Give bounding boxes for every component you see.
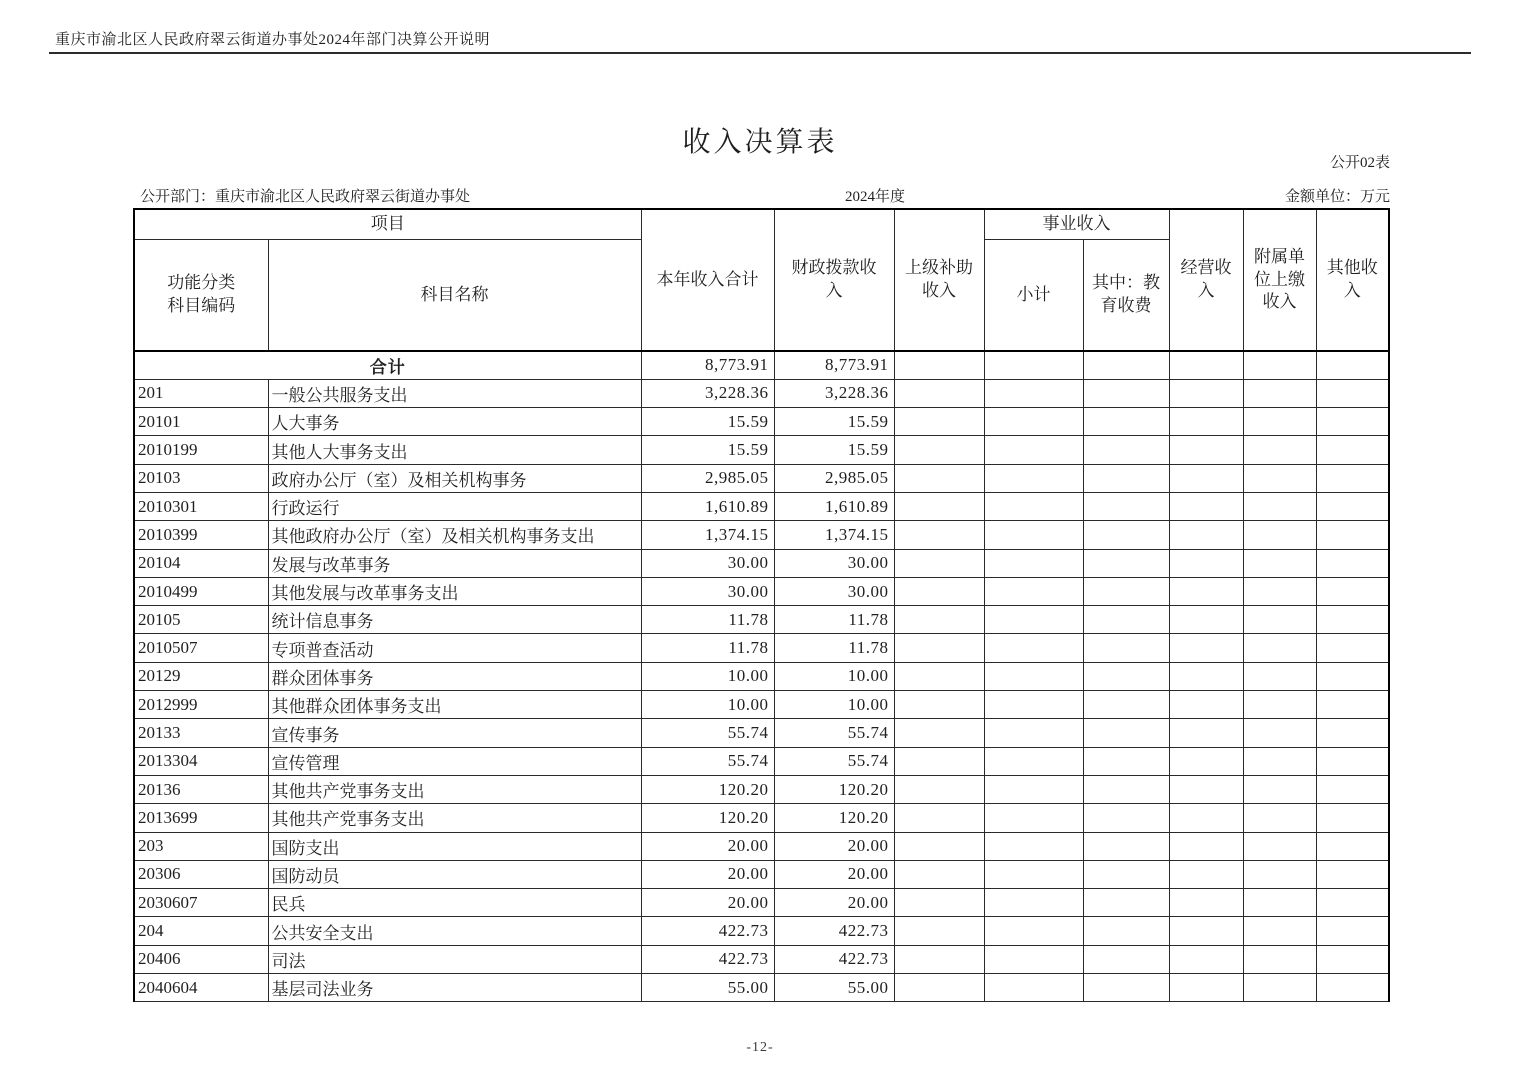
row-value: 2,985.05	[641, 464, 774, 492]
row-value	[1169, 974, 1243, 1002]
row-value	[1316, 719, 1389, 747]
row-subject-name: 其他发展与改革事务支出	[268, 577, 641, 605]
row-value: 1,374.15	[641, 521, 774, 549]
row-value	[984, 860, 1083, 888]
row-value	[1316, 408, 1389, 436]
row-value	[1083, 832, 1169, 860]
row-value	[984, 804, 1083, 832]
row-value	[1169, 521, 1243, 549]
row-value	[1316, 492, 1389, 520]
row-subject-name: 国防支出	[268, 832, 641, 860]
row-subject-name: 其他共产党事务支出	[268, 775, 641, 803]
row-value	[894, 747, 984, 775]
table-row	[134, 974, 1389, 1002]
row-code: 20104	[134, 549, 268, 577]
row-value: 11.78	[641, 606, 774, 634]
row-value: 10.00	[774, 662, 894, 690]
row-value	[1316, 634, 1389, 662]
row-value: 55.74	[641, 747, 774, 775]
row-value	[1169, 436, 1243, 464]
row-value: 55.74	[774, 719, 894, 747]
row-value	[984, 662, 1083, 690]
table-row	[134, 747, 1389, 775]
row-value	[1083, 775, 1169, 803]
row-value	[1316, 974, 1389, 1002]
row-value	[1083, 691, 1169, 719]
row-value	[1083, 945, 1169, 973]
row-value: 55.00	[774, 974, 894, 1002]
row-value: 3,228.36	[641, 379, 774, 407]
row-value	[1169, 804, 1243, 832]
table-row	[134, 832, 1389, 860]
row-value	[984, 719, 1083, 747]
row-value	[984, 436, 1083, 464]
row-value	[1243, 860, 1316, 888]
row-value	[1316, 691, 1389, 719]
row-value: 120.20	[774, 804, 894, 832]
row-value	[1316, 832, 1389, 860]
row-value: 11.78	[774, 634, 894, 662]
row-value	[1316, 436, 1389, 464]
row-value	[894, 945, 984, 973]
row-subject-name: 民兵	[268, 889, 641, 917]
row-value	[984, 974, 1083, 1002]
row-value	[1169, 945, 1243, 973]
row-value	[1169, 775, 1243, 803]
row-code: 20133	[134, 719, 268, 747]
row-code: 20105	[134, 606, 268, 634]
row-value	[1243, 436, 1316, 464]
row-value	[1316, 860, 1389, 888]
row-value	[1083, 634, 1169, 662]
row-value	[984, 549, 1083, 577]
row-value	[1243, 945, 1316, 973]
row-value	[1243, 351, 1316, 379]
table-row	[134, 860, 1389, 888]
table-row	[134, 945, 1389, 973]
row-value: 120.20	[641, 775, 774, 803]
row-value	[1243, 889, 1316, 917]
row-value: 8,773.91	[641, 351, 774, 379]
row-value	[1243, 549, 1316, 577]
row-value	[1083, 408, 1169, 436]
row-value	[894, 719, 984, 747]
income-final-accounts-table	[133, 208, 1390, 1002]
row-value	[1169, 606, 1243, 634]
row-value: 55.74	[774, 747, 894, 775]
table-row	[134, 917, 1389, 945]
row-value	[1169, 408, 1243, 436]
row-value	[1083, 351, 1169, 379]
row-value	[894, 691, 984, 719]
row-code: 20103	[134, 464, 268, 492]
header-other-income: 其他收入	[1316, 209, 1389, 351]
table-row	[134, 719, 1389, 747]
row-value	[1243, 691, 1316, 719]
row-value: 8,773.91	[774, 351, 894, 379]
row-value	[1243, 464, 1316, 492]
row-code: 201	[134, 379, 268, 407]
row-value	[1083, 889, 1169, 917]
row-value	[1243, 917, 1316, 945]
row-value	[894, 917, 984, 945]
row-value	[1169, 549, 1243, 577]
row-value: 1,374.15	[774, 521, 894, 549]
table-body	[134, 351, 1389, 1002]
row-code: 2040604	[134, 974, 268, 1002]
table-row	[134, 408, 1389, 436]
row-value	[894, 379, 984, 407]
row-value: 30.00	[641, 577, 774, 605]
row-value	[984, 521, 1083, 549]
row-value	[894, 408, 984, 436]
row-value	[1083, 917, 1169, 945]
row-value: 30.00	[641, 549, 774, 577]
row-value	[1243, 492, 1316, 520]
table-row	[134, 521, 1389, 549]
row-value	[1243, 662, 1316, 690]
row-value	[894, 606, 984, 634]
row-value	[894, 832, 984, 860]
table-row	[134, 492, 1389, 520]
table-row	[134, 379, 1389, 407]
row-subject-name: 发展与改革事务	[268, 549, 641, 577]
row-value	[1169, 464, 1243, 492]
table-row	[134, 889, 1389, 917]
row-code: 2012999	[134, 691, 268, 719]
row-value	[1243, 606, 1316, 634]
row-value	[984, 917, 1083, 945]
row-value	[1169, 860, 1243, 888]
row-value: 20.00	[774, 860, 894, 888]
header-divider	[49, 52, 1471, 54]
row-value	[894, 351, 984, 379]
table-row	[134, 549, 1389, 577]
row-value	[1316, 945, 1389, 973]
row-value	[1316, 351, 1389, 379]
table-row	[134, 464, 1389, 492]
row-value	[894, 464, 984, 492]
row-value	[1169, 719, 1243, 747]
row-value: 30.00	[774, 577, 894, 605]
row-value	[1316, 379, 1389, 407]
row-value	[1169, 492, 1243, 520]
row-value: 11.78	[641, 634, 774, 662]
row-value	[984, 775, 1083, 803]
row-code: 20101	[134, 408, 268, 436]
row-value: 120.20	[641, 804, 774, 832]
total-row-label: 合计	[134, 351, 641, 379]
row-value	[1169, 889, 1243, 917]
row-code: 2010301	[134, 492, 268, 520]
row-subject-name: 行政运行	[268, 492, 641, 520]
row-value	[984, 351, 1083, 379]
row-value: 55.00	[641, 974, 774, 1002]
row-value	[1083, 464, 1169, 492]
header-subject-name: 科目名称	[268, 239, 641, 351]
row-subject-name: 其他人大事务支出	[268, 436, 641, 464]
row-subject-name: 专项普查活动	[268, 634, 641, 662]
fiscal-year-label: 2024年度	[845, 189, 906, 205]
row-value: 20.00	[774, 832, 894, 860]
row-code: 20129	[134, 662, 268, 690]
row-code: 204	[134, 917, 268, 945]
row-value	[1243, 408, 1316, 436]
row-value	[894, 521, 984, 549]
table-code-label: 公开02表	[1329, 155, 1390, 171]
row-code: 2010507	[134, 634, 268, 662]
row-value: 1,610.89	[641, 492, 774, 520]
row-value	[984, 492, 1083, 520]
table-header	[134, 209, 1389, 351]
row-code: 2010199	[134, 436, 268, 464]
row-value	[1169, 379, 1243, 407]
row-value	[1083, 549, 1169, 577]
row-value	[984, 606, 1083, 634]
row-subject-name: 人大事务	[268, 408, 641, 436]
header-affiliated-units: 附属单位上缴收入	[1243, 209, 1316, 351]
row-value	[1243, 634, 1316, 662]
row-code: 20406	[134, 945, 268, 973]
row-value	[1316, 521, 1389, 549]
header-business-income: 事业收入	[984, 209, 1169, 239]
row-subject-name: 政府办公厅（室）及相关机构事务	[268, 464, 641, 492]
row-value: 10.00	[641, 662, 774, 690]
row-value: 20.00	[641, 832, 774, 860]
row-value: 11.78	[774, 606, 894, 634]
row-value	[1316, 662, 1389, 690]
row-code: 203	[134, 832, 268, 860]
row-value	[1083, 747, 1169, 775]
row-value	[1243, 974, 1316, 1002]
row-value	[1243, 379, 1316, 407]
header-annual-total: 本年收入合计	[641, 209, 774, 351]
row-code: 20136	[134, 775, 268, 803]
row-value	[1316, 464, 1389, 492]
row-value: 422.73	[641, 917, 774, 945]
row-value: 20.00	[641, 860, 774, 888]
row-value	[894, 577, 984, 605]
row-code: 2013699	[134, 804, 268, 832]
row-subject-name: 国防动员	[268, 860, 641, 888]
row-subject-name: 其他共产党事务支出	[268, 804, 641, 832]
row-value	[1316, 577, 1389, 605]
row-value	[984, 691, 1083, 719]
table-row	[134, 436, 1389, 464]
table-row	[134, 606, 1389, 634]
row-value	[1243, 719, 1316, 747]
row-value	[1083, 379, 1169, 407]
row-value	[1243, 577, 1316, 605]
row-value	[1083, 436, 1169, 464]
header-function-code: 功能分类科目编码	[134, 239, 268, 351]
row-value	[1243, 747, 1316, 775]
page-number: -12-	[746, 1040, 774, 1055]
row-value: 15.59	[774, 436, 894, 464]
row-value	[984, 634, 1083, 662]
row-subject-name: 其他政府办公厅（室）及相关机构事务支出	[268, 521, 641, 549]
row-value: 1,610.89	[774, 492, 894, 520]
row-value	[1243, 775, 1316, 803]
row-value	[1169, 917, 1243, 945]
department-label: 公开部门：重庆市渝北区人民政府翠云街道办事处	[140, 189, 471, 205]
row-value	[894, 804, 984, 832]
row-value	[894, 860, 984, 888]
row-value	[1083, 606, 1169, 634]
row-value: 3,228.36	[774, 379, 894, 407]
row-value	[894, 889, 984, 917]
row-value	[1316, 917, 1389, 945]
row-value	[984, 379, 1083, 407]
header-subtotal: 小计	[984, 239, 1083, 351]
row-value	[1316, 606, 1389, 634]
row-value	[1083, 662, 1169, 690]
row-value	[1169, 832, 1243, 860]
row-value: 15.59	[774, 408, 894, 436]
row-value	[984, 577, 1083, 605]
row-value: 15.59	[641, 436, 774, 464]
row-value: 2,985.05	[774, 464, 894, 492]
header-project: 项目	[134, 209, 641, 239]
header-fiscal-allocation: 财政拨款收入	[774, 209, 894, 351]
row-value	[894, 436, 984, 464]
row-subject-name: 一般公共服务支出	[268, 379, 641, 407]
header-superior-subsidy: 上级补助收入	[894, 209, 984, 351]
row-value	[984, 832, 1083, 860]
row-value: 55.74	[641, 719, 774, 747]
row-value: 10.00	[774, 691, 894, 719]
row-value	[894, 492, 984, 520]
header-education-fees: 其中：教育收费	[1083, 239, 1169, 351]
row-value	[894, 775, 984, 803]
row-value	[894, 549, 984, 577]
document-header: 重庆市渝北区人民政府翠云街道办事处2024年部门决算公开说明	[55, 32, 491, 48]
row-subject-name: 公共安全支出	[268, 917, 641, 945]
row-code: 2010399	[134, 521, 268, 549]
row-code: 2030607	[134, 889, 268, 917]
row-value	[1083, 577, 1169, 605]
row-value: 422.73	[774, 917, 894, 945]
row-value	[1083, 521, 1169, 549]
row-value: 120.20	[774, 775, 894, 803]
amount-unit-label: 金额单位：万元	[1284, 189, 1390, 205]
row-subject-name: 宣传管理	[268, 747, 641, 775]
row-value	[984, 408, 1083, 436]
row-subject-name: 统计信息事务	[268, 606, 641, 634]
row-value	[1316, 889, 1389, 917]
page-title: 收入决算表	[682, 127, 838, 158]
row-value	[1083, 974, 1169, 1002]
row-value	[1316, 747, 1389, 775]
row-value	[1169, 691, 1243, 719]
row-code: 2010499	[134, 577, 268, 605]
row-value: 422.73	[774, 945, 894, 973]
row-value	[1243, 832, 1316, 860]
row-value	[1083, 860, 1169, 888]
row-value	[1243, 521, 1316, 549]
table-row	[134, 662, 1389, 690]
row-code: 20306	[134, 860, 268, 888]
row-value	[984, 889, 1083, 917]
row-value	[984, 464, 1083, 492]
row-code: 2013304	[134, 747, 268, 775]
row-value	[984, 747, 1083, 775]
table-row	[134, 577, 1389, 605]
row-value	[894, 662, 984, 690]
row-value: 15.59	[641, 408, 774, 436]
row-subject-name: 基层司法业务	[268, 974, 641, 1002]
row-value	[1316, 804, 1389, 832]
row-subject-name: 群众团体事务	[268, 662, 641, 690]
row-value	[1169, 747, 1243, 775]
row-subject-name: 司法	[268, 945, 641, 973]
table-row	[134, 691, 1389, 719]
row-value	[1316, 775, 1389, 803]
row-value	[1083, 492, 1169, 520]
row-subject-name: 宣传事务	[268, 719, 641, 747]
row-value	[984, 945, 1083, 973]
table-row	[134, 775, 1389, 803]
row-value	[1243, 804, 1316, 832]
row-value	[1083, 719, 1169, 747]
row-value: 30.00	[774, 549, 894, 577]
row-value	[1316, 549, 1389, 577]
total-row	[134, 351, 1389, 379]
table-row	[134, 634, 1389, 662]
row-value	[1169, 634, 1243, 662]
row-value	[1169, 577, 1243, 605]
row-subject-name: 其他群众团体事务支出	[268, 691, 641, 719]
table-row	[134, 804, 1389, 832]
row-value	[894, 634, 984, 662]
row-value: 20.00	[641, 889, 774, 917]
row-value: 20.00	[774, 889, 894, 917]
row-value	[1169, 351, 1243, 379]
row-value: 10.00	[641, 691, 774, 719]
row-value	[894, 974, 984, 1002]
header-operating-income: 经营收入	[1169, 209, 1243, 351]
row-value	[1169, 662, 1243, 690]
row-value: 422.73	[641, 945, 774, 973]
row-value	[1083, 804, 1169, 832]
